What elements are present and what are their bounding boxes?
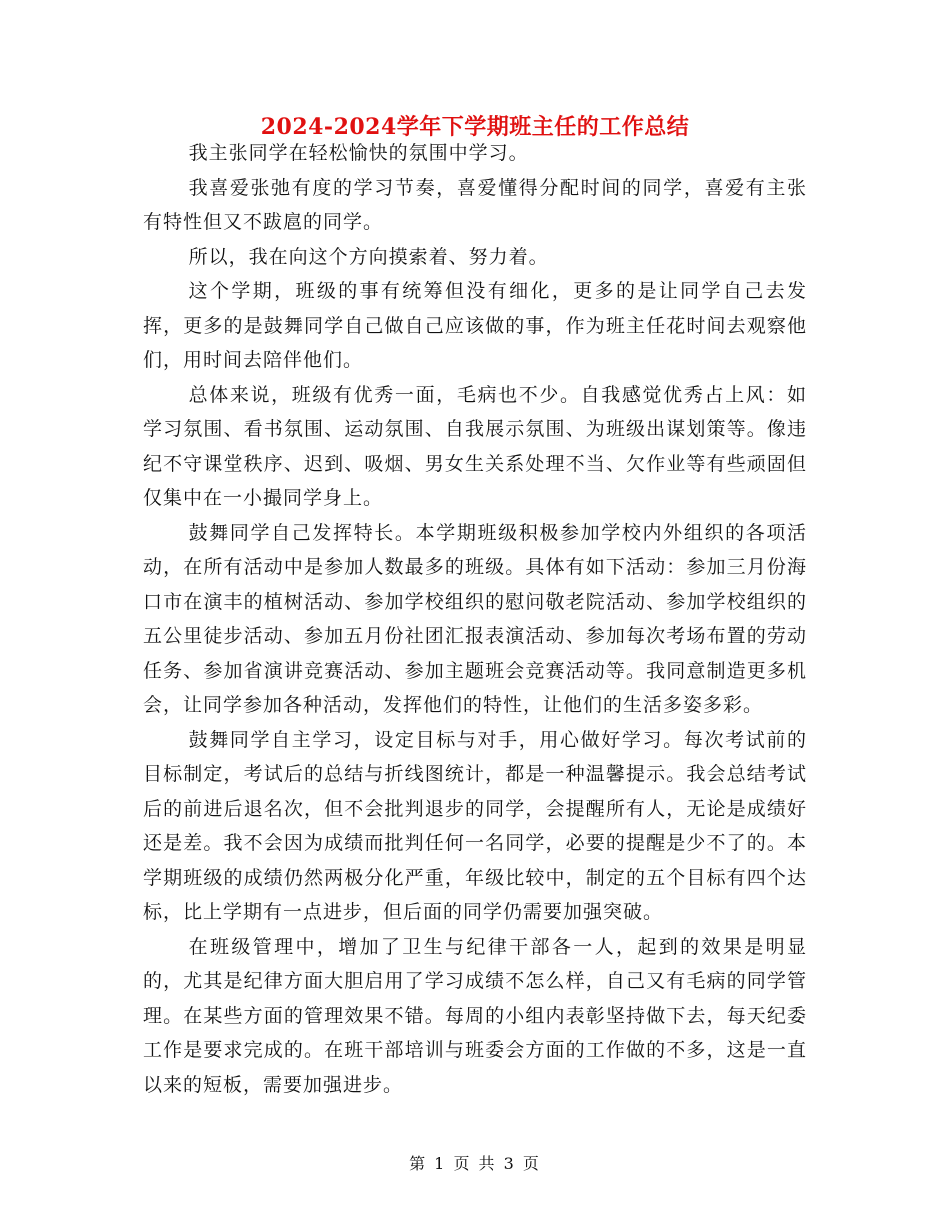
document-title: 2024-2024学年下学期班主任的工作总结 bbox=[260, 114, 690, 140]
paragraph: 所以，我在向这个方向摸索着、努力着。 bbox=[188, 245, 549, 268]
paragraph: 我主张同学在轻松愉快的氛围中学习。 bbox=[188, 142, 529, 164]
paragraph: 在班级管理中，增加了卫生与纪律干部各一人，起到的效果是明显的，尤其是纪律方面大胆启用了学习成绩不怎么样，自己又有毛病的同学管理。在某些方面的管理效果不错。每周的小组内表彰坚持做下去，每天纪委工作是要求完成的。在班干部培训与班委会方面的工作做的不多，这是一直以来的短板，需要加强进步。 bbox=[143, 935, 807, 1096]
document-body bbox=[143, 136, 807, 1102]
paragraph: 总体来说，班级有优秀一面，毛病也不少。自我感觉优秀占上风：如学习氛围、看书氛围、运动氛围、自我展示氛围、为班级出谋划策等。像违纪不守课堂秩序、迟到、吸烟、男女生关系处理不当、欠作业等有些顽固但仅集中在一小撮同学身上。 bbox=[143, 383, 807, 509]
paragraph: 这个学期，班级的事有统筹但没有细化，更多的是让同学自己去发挥，更多的是鼓舞同学自己做自己应该做的事，作为班主任花时间去观察他们，用时间去陪伴他们。 bbox=[143, 280, 807, 371]
paragraph: 鼓舞同学自主学习，设定目标与对手，用心做好学习。每次考试前的目标制定，考试后的总结与折线图统计，都是一种温馨提示。我会总结考试后的前进后退名次，但不会批判退步的同学，会提醒所有人，无论是成绩好还是差。我不会因为成绩而批判任何一名同学，必要的提醒是少不了的。本学期班级的成绩仍然两极分化严重，年级比较中，制定的五个目标有四个达标，比上学期有一点进步，但后面的同学仍需要加强突破。 bbox=[143, 728, 807, 923]
page-number-footer: 第 1 页 共 3 页 bbox=[409, 1154, 541, 1173]
paragraph: 我喜爱张弛有度的学习节奏，喜爱懂得分配时间的同学，喜爱有主张有特性但又不跋扈的同学。 bbox=[143, 176, 807, 233]
paragraph: 鼓舞同学自己发挥特长。本学期班级积极参加学校内外组织的各项活动，在所有活动中是参加人数最多的班级。具体有如下活动：参加三月份海口市在演丰的植树活动、参加学校组织的慰问敬老院活动、参加学校组织的五公里徒步活动、参加五月份社团汇报表演活动、参加每次考场布置的劳动任务、参加省演讲竞赛活动、参加主题班会竞赛活动等。我同意制造更多机会，让同学参加各种活动，发挥他们的特性，让他们的生活多姿多彩。 bbox=[143, 521, 807, 716]
